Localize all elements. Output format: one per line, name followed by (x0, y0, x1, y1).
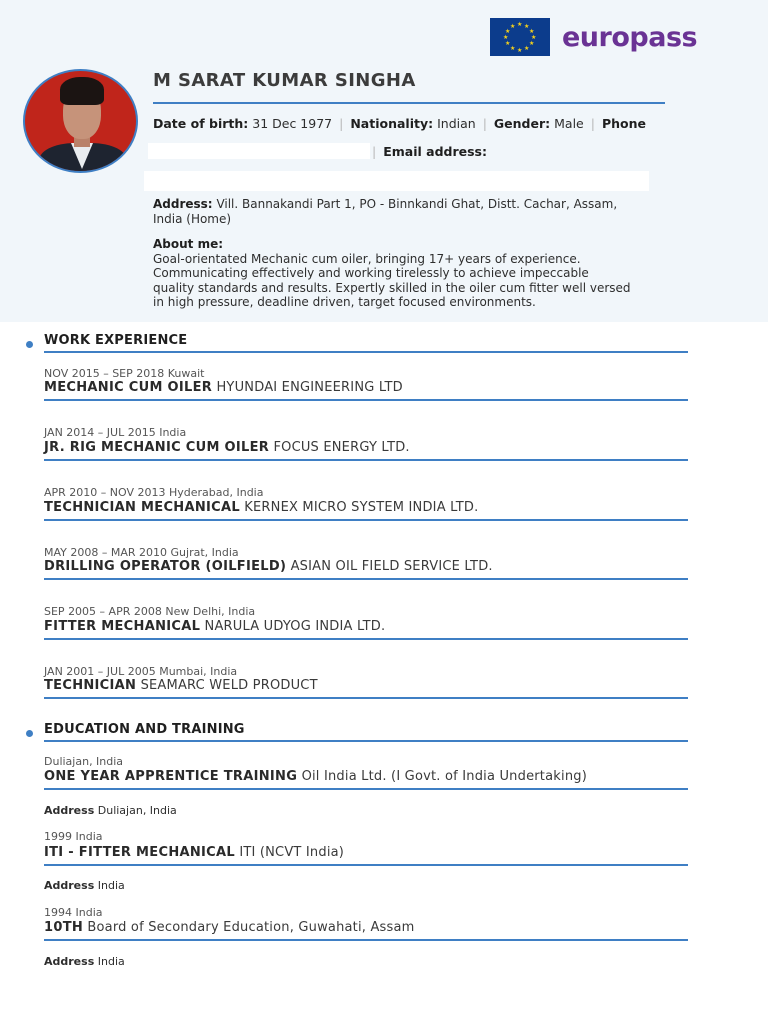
address-label: Address: (153, 197, 213, 211)
education-entry-title (44, 769, 587, 784)
entry-divider (44, 788, 688, 790)
work-entry-meta: JAN 2014 – JUL 2015 India (44, 426, 187, 439)
work-entry-meta: NOV 2015 – SEP 2018 Kuwait (44, 367, 205, 380)
work-entry-role: DRILLING OPERATOR (OILFIELD) (44, 559, 287, 574)
work-entry-title (44, 500, 478, 515)
entry-divider (44, 697, 688, 699)
work-entry-org: ASIAN OIL FIELD SERVICE LTD. (290, 559, 493, 574)
work-entry-meta: JAN 2001 – JUL 2005 Mumbai, India (44, 665, 238, 678)
work-entry-role: MECHANIC CUM OILER (44, 380, 213, 395)
nationality-value: Indian (437, 116, 476, 131)
education-entry-role: ITI - FITTER MECHANICAL (44, 845, 235, 860)
address-value: India (97, 955, 125, 968)
address-label: Address (44, 879, 95, 892)
dob-label: Date of birth: (153, 116, 249, 131)
education-entry-meta: 1994 India (44, 906, 103, 919)
person-name: M SARAT KUMAR SINGHA (153, 70, 416, 91)
education-entry-org: ITI (NCVT India) (239, 845, 345, 860)
work-entry-meta: MAY 2008 – MAR 2010 Gujrat, India (44, 546, 239, 559)
address-label: Address (44, 955, 95, 968)
work-section-divider (44, 351, 688, 353)
profile-photo (23, 69, 138, 173)
work-entry-role: TECHNICIAN MECHANICAL (44, 500, 240, 515)
work-entry-title (44, 678, 318, 693)
eu-flag-icon: ★ ★ ★ ★ ★ ★ ★ ★ ★ ★ ★ ★ (490, 18, 550, 56)
europass-logo (490, 18, 697, 56)
dob-value: 31 Dec 1977 (252, 116, 333, 131)
work-entry-org: HYUNDAI ENGINEERING LTD (216, 380, 403, 395)
work-entry-role: TECHNICIAN (44, 678, 137, 693)
gender-label: Gender: (493, 116, 551, 131)
education-entry-address (44, 879, 125, 892)
nationality-label: Nationality: (350, 116, 434, 131)
work-entry-org: NARULA UDYOG INDIA LTD. (204, 619, 386, 634)
address-value: Duliajan, India (97, 804, 177, 817)
entry-divider (44, 939, 688, 941)
education-entry-meta: 1999 India (44, 830, 103, 843)
entry-divider (44, 459, 688, 461)
work-entry-role: JR. RIG MECHANIC CUM OILER (44, 440, 270, 455)
work-entry-org: FOCUS ENERGY LTD. (273, 440, 410, 455)
redacted-phone (148, 143, 370, 159)
education-entry-address (44, 804, 177, 817)
section-bullet-icon (26, 341, 33, 348)
email-label: Email address: (383, 144, 487, 159)
about-text: Goal-orientated Mechanic cum oiler, bringing 17+ years of experience. Communicating effectively and working tirelessly to achieve impeccable quality standards and results. Expertly skilled in the oiler cum fitter well versed in high pressure, deadline driven, target focused environments. (153, 251, 631, 309)
work-entry-title (44, 380, 403, 395)
address-value: Vill. Bannakandi Part 1, PO - Binnkandi Ghat, Distt. Cachar, Assam, India (Home) (153, 197, 618, 226)
work-entry-title (44, 440, 410, 455)
entry-divider (44, 864, 688, 866)
redacted-email (144, 171, 649, 191)
work-entry-org: KERNEX MICRO SYSTEM INDIA LTD. (244, 500, 479, 515)
education-entry-org: Board of Secondary Education, Guwahati, Assam (87, 920, 415, 935)
name-divider (153, 102, 665, 104)
education-entry-title (44, 845, 344, 860)
work-entry-meta: APR 2010 – NOV 2013 Hyderabad, India (44, 486, 264, 499)
gender-value: Male (554, 116, 584, 131)
email-line: | Email address: (372, 144, 487, 159)
entry-divider (44, 519, 688, 521)
education-entry-title (44, 920, 415, 935)
entry-divider (44, 638, 688, 640)
education-entry-role: ONE YEAR APPRENTICE TRAINING (44, 769, 298, 784)
work-entry-role: FITTER MECHANICAL (44, 619, 201, 634)
work-entry-title (44, 559, 493, 574)
education-entry-role: 10TH (44, 920, 84, 935)
address-block (153, 197, 633, 226)
entry-divider (44, 399, 688, 401)
about-label: About me: (153, 237, 224, 251)
entry-divider (44, 578, 688, 580)
personal-info-line: Date of birth: 31 Dec 1977 | Nationality: Indian | Gender: Male | Phone (153, 116, 646, 131)
education-section-divider (44, 740, 688, 742)
section-bullet-icon (26, 730, 33, 737)
address-label: Address (44, 804, 95, 817)
education-section-title: EDUCATION AND TRAINING (44, 722, 245, 737)
phone-label: Phone (601, 116, 646, 131)
education-entry-org: Oil India Ltd. (I Govt. of India Undertaking) (301, 769, 587, 784)
about-block (153, 237, 633, 310)
address-value: India (97, 879, 125, 892)
work-section-title: WORK EXPERIENCE (44, 333, 188, 348)
work-entry-title (44, 619, 385, 634)
work-entry-meta: SEP 2005 – APR 2008 New Delhi, India (44, 605, 256, 618)
logo-wordmark: europass (562, 21, 698, 53)
work-entry-org: SEAMARC WELD PRODUCT (140, 678, 318, 693)
education-entry-meta: Duliajan, India (44, 755, 124, 768)
education-entry-address (44, 955, 125, 968)
